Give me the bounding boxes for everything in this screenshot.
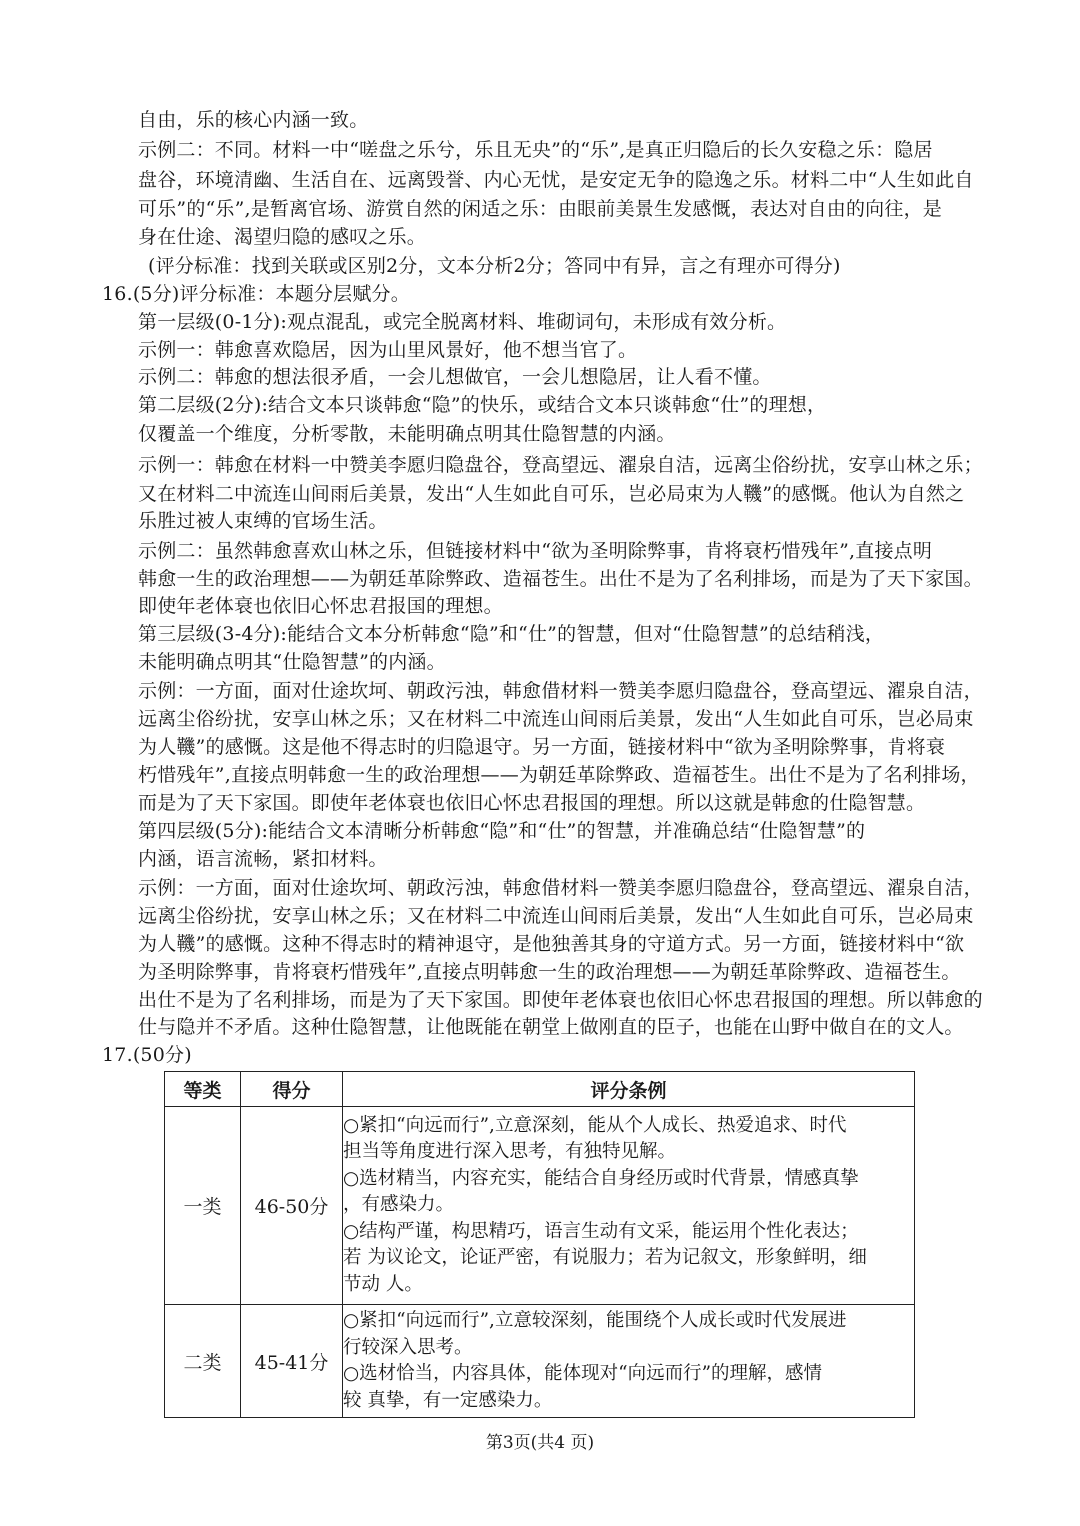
answer-line: 即使年老体衰也依旧心怀忠君报国的理想。 <box>138 595 503 617</box>
table-row <box>165 1107 915 1305</box>
score-cell: 46-50分 <box>241 1107 343 1305</box>
level-heading: 第四层级(5分):能结合文本清晰分析韩愈“隐”和“仕”的智慧，并准确总结“仕隐智慧”的 <box>138 820 866 842</box>
answer-line: 而是为了天下家国。即使年老体衰也依旧心怀忠君报国的理想。所以这就是韩愈的仕隐智慧。 <box>138 792 926 814</box>
answer-line: 内涵，语言流畅，紧扣材料。 <box>138 848 388 870</box>
answer-line: 为人鞿”的感慨。这种不得志时的精神退守，是他独善其身的守道方式。另一方面，链接材料中“欲 <box>138 933 965 955</box>
criteria-line: 担当等角度进行深入思考，有独特见解。 <box>343 1141 677 1163</box>
answer-line: 示例：一方面，面对仕途坎坷、朝政污浊，韩愈借材料一赞美李愿归隐盘谷，登高望远、濯泉自洁， <box>138 877 983 899</box>
grade-cell: 一类 <box>165 1107 241 1305</box>
answer-line: 出仕不是为了名利排场，而是为了天下家国。即使年老体衰也依旧心怀忠君报国的理想。所以韩愈的 <box>138 989 983 1011</box>
answer-line: 示例：一方面，面对仕途坎坷、朝政污浊，韩愈借材料一赞美李愿归隐盘谷，登高望远、濯泉自洁， <box>138 680 983 702</box>
question-heading: 17.(50分) <box>102 1044 192 1066</box>
criteria-line: 节动 人。 <box>343 1273 423 1295</box>
column-header-score: 得分 <box>241 1072 343 1107</box>
criteria-line: 较 真挚，有一定感染力。 <box>343 1389 553 1411</box>
answer-line: 远离尘俗纷扰，安享山林之乐；又在材料二中流连山间雨后美景，发出“人生如此自可乐，岂必局束 <box>138 708 974 730</box>
table-header-row <box>165 1072 915 1107</box>
answer-line: 示例二：虽然韩愈喜欢山林之乐，但链接材料中“欲为圣明除弊事，肯将衰朽惜残年”,直接点明 <box>138 540 933 562</box>
score-cell: 45-41分 <box>241 1305 343 1418</box>
scoring-note: (评分标准：找到关联或区别2分，文本分析2分；答同中有异，言之有理亦可得分) <box>148 255 841 277</box>
answer-line: 盘谷，环境清幽、生活自在、远离毁誉、内心无忧，是安定无争的隐逸之乐。材料二中“人生如此自 <box>138 169 974 191</box>
table-row <box>165 1305 915 1418</box>
level-heading: 第二层级(2分):结合文本只谈韩愈“隐”的快乐，或结合文本只谈韩愈“仕”的理想， <box>138 394 827 416</box>
answer-line: 仕与隐并不矛盾。这种仕隐智慧，让他既能在朝堂上做刚直的臣子，也能在山野中做自在的文人。 <box>138 1016 964 1038</box>
answer-line: 身在仕途、渴望归隐的感叹之乐。 <box>138 226 427 248</box>
criteria-line: ○选材精当，内容充实，能结合自身经历或时代背景，情感真挚 <box>343 1167 859 1189</box>
criteria-cell <box>343 1305 915 1418</box>
level-heading: 第三层级(3-4分):能结合文本分析韩愈“隐”和“仕”的智慧，但对“仕隐智慧”的总结稍浅， <box>138 623 885 645</box>
answer-line: 示例一：韩愈喜欢隐居，因为山里风景好，他不想当官了。 <box>138 339 638 361</box>
column-header-grade: 等类 <box>165 1072 241 1107</box>
criteria-line: ○紧扣“向远而行”,立意较深刻，能围绕个人成长或时代发展进 <box>343 1310 847 1331</box>
scoring-table <box>164 1071 915 1418</box>
criteria-line: ○结构严谨，构思精巧，语言生动有文采，能运用个性化表达； <box>343 1220 859 1242</box>
answer-line: 示例一：韩愈在材料一中赞美李愿归隐盘谷，登高望远、濯泉自洁，远离尘俗纷扰，安享山林之乐； <box>138 454 983 476</box>
answer-line: 为人鞿”的感慨。这是他不得志时的归隐退守。另一方面，链接材料中“欲为圣明除弊事，肯将衰 <box>138 736 946 758</box>
answer-line: 示例二：韩愈的想法很矛盾，一会儿想做官，一会儿想隐居，让人看不懂。 <box>138 366 772 388</box>
answer-line: 又在材料二中流连山间雨后美景，发出“人生如此自可乐，岂必局束为人鞿”的感慨。他认为自然之 <box>138 483 965 505</box>
criteria-cell <box>343 1107 915 1305</box>
question-heading: 16.(5分)评分标准：本题分层赋分。 <box>102 283 410 305</box>
answer-line: 自由，乐的核心内涵一致。 <box>138 109 369 131</box>
criteria-line: ○选材恰当，内容具体，能体现对“向远而行”的理解，感情 <box>343 1363 823 1384</box>
answer-line: 未能明确点明其“仕隐智慧”的内涵。 <box>138 651 446 673</box>
answer-line: 朽惜残年”,直接点明韩愈一生的政治理想——为朝廷革除弊政、造福苍生。出仕不是为了名利排场， <box>138 764 980 786</box>
answer-line: 可乐”的“乐”,是暂离官场、游赏自然的闲适之乐：由眼前美景生发感慨，表达对自由的向往，是 <box>138 198 942 220</box>
answer-line: 为圣明除弊事，肯将衰朽惜残年”,直接点明韩愈一生的政治理想——为朝廷革除弊政、造福苍生。 <box>138 961 961 983</box>
column-header-criteria: 评分条例 <box>343 1072 915 1107</box>
criteria-line: ，有感染力。 <box>343 1194 455 1216</box>
criteria-line: ○紧扣“向远而行”,立意深刻，能从个人成长、热爱追求、时代 <box>343 1114 847 1136</box>
criteria-line: 若 为议论文，论证严密，有说服力；若为记叙文，形象鲜明，细 <box>343 1247 867 1269</box>
answer-line: 示例二：不同。材料一中“嗟盘之乐兮，乐且无央”的“乐”,是真正归隐后的长久安稳之乐：隐居 <box>138 139 933 161</box>
answer-line: 韩愈一生的政治理想——为朝廷革除弊政、造福苍生。出仕不是为了名利排场，而是为了天下家国。 <box>138 568 983 590</box>
criteria-line: 行较深入思考。 <box>343 1336 473 1358</box>
answer-line: 仅覆盖一个维度，分析零散，未能明确点明其仕隐智慧的内涵。 <box>138 423 676 445</box>
level-heading: 第一层级(0-1分):观点混乱，或完全脱离材料、堆砌词句，未形成有效分析。 <box>138 311 787 333</box>
grade-cell: 二类 <box>165 1305 241 1418</box>
page-footer: 第3页(共4 页) <box>485 1433 595 1453</box>
answer-line: 远离尘俗纷扰，安享山林之乐；又在材料二中流连山间雨后美景，发出“人生如此自可乐，岂必局束 <box>138 905 974 927</box>
answer-line: 乐胜过被人束缚的官场生活。 <box>138 510 388 532</box>
